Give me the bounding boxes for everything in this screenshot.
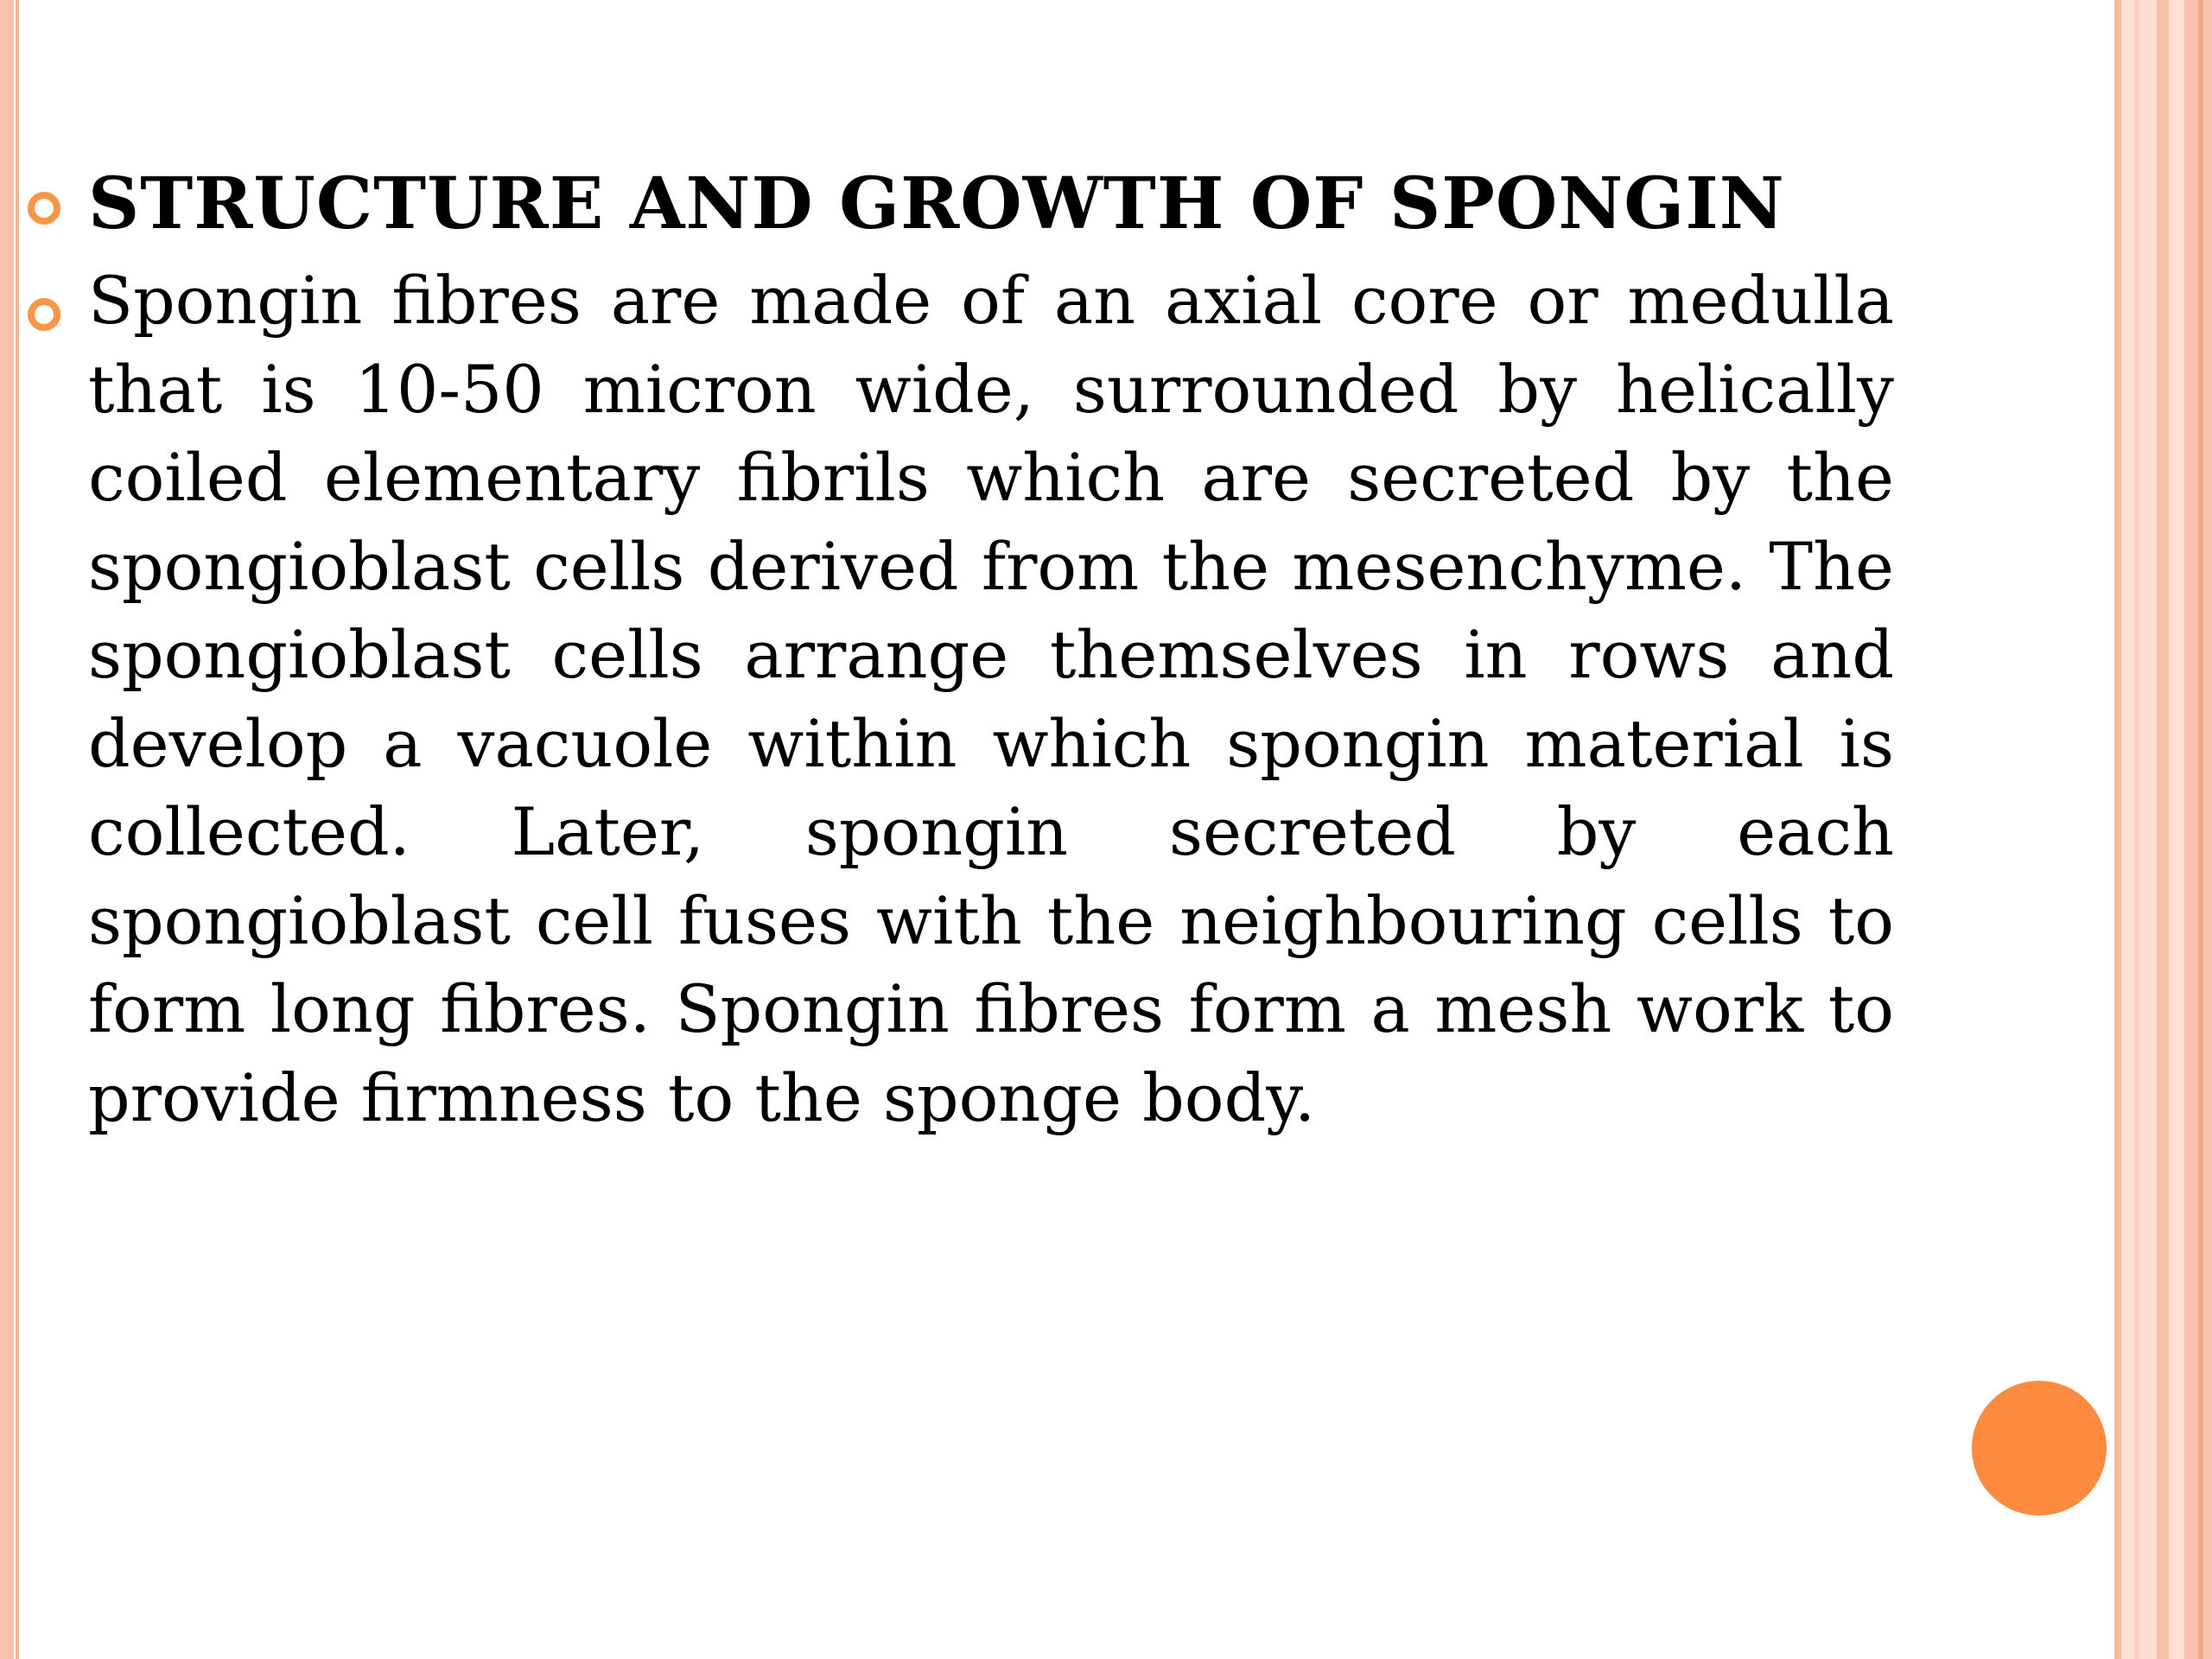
left-border-stripe-thin — [16, 0, 19, 1659]
right-border-stripe — [2198, 0, 2203, 1659]
heading-item — [26, 151, 1901, 257]
slide-heading: STRUCTURE AND GROWTH OF SPONGIN — [88, 162, 1785, 245]
slide-paragraph: Spongin fibres are made of an axial core or medulla that is 10-50 micron wide, surrounded by helically coiled elementary fibrils which are secreted by the spongioblast cells derived from the mesenchyme. The spongioblast cells arrange themselves in rows and develop a vacuole within which spongin material is collected. Later, spongin secreted by each spongioblast cell fuses with the neighbouring cells to form long fibres. Spongin fibres form a mesh work to provide firmness to the sponge body. — [88, 262, 1894, 1136]
right-border-stripe — [2134, 0, 2139, 1659]
right-border-stripe — [2114, 0, 2121, 1659]
slide-content — [26, 151, 1901, 1142]
right-border-stripe — [2157, 0, 2169, 1659]
paragraph-item — [26, 257, 1901, 1142]
orange-circle-icon — [1972, 1381, 2107, 1516]
left-border-stripe — [0, 0, 14, 1659]
